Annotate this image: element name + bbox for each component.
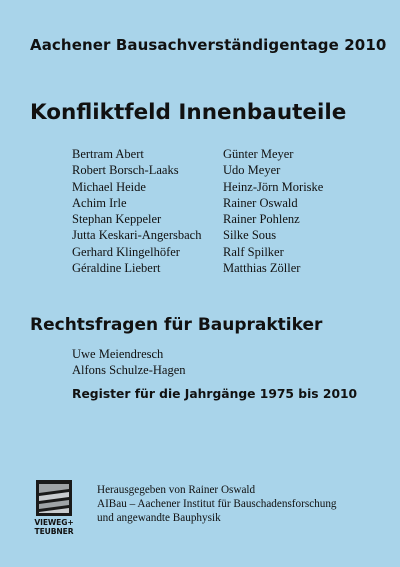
author-name: Robert Borsch-Laaks <box>72 163 179 178</box>
authors-right-column <box>223 146 323 276</box>
author-name: Gerhard Klingelhöfer <box>72 244 180 259</box>
author-name: Uwe Meiendresch <box>72 347 164 361</box>
publisher-info <box>97 483 337 526</box>
author-name: Matthias Zöller <box>223 261 301 276</box>
publisher-line: Herausgegeben von Rainer Oswald <box>97 484 256 496</box>
author-name: Heinz-Jörn Moriske <box>223 179 324 194</box>
author-name: Günter Meyer <box>223 147 294 161</box>
sub-title: Rechtsfragen für Baupraktiker <box>30 315 323 335</box>
author-name: Rainer Oswald <box>223 195 298 210</box>
register-note: Register für die Jahrgänge 1975 bis 2010 <box>72 387 358 401</box>
author-name: Michael Heide <box>72 179 146 194</box>
author-name: Alfons Schulze-Hagen <box>72 363 186 378</box>
logo-text-line1: VIEWEG+ <box>34 518 74 527</box>
author-name: Ralf Spilker <box>223 244 284 259</box>
logo-mark-icon <box>36 480 72 516</box>
author-name: Stephan Keppeler <box>72 212 162 227</box>
author-name: Géraldine Liebert <box>72 261 161 276</box>
publisher-line: AIBau – Aachener Institut für Bauschadensforschung <box>97 498 337 511</box>
logo-text-line2: TEUBNER <box>34 527 74 536</box>
author-name: Udo Meyer <box>223 163 281 178</box>
event-title: Aachener Bausachverständigentage 2010 <box>30 36 387 54</box>
authors-left-column <box>72 146 201 276</box>
main-title: Konfliktfeld Innenbauteile <box>30 100 347 125</box>
publisher-line: und angewandte Bauphysik <box>97 512 221 525</box>
author-name: Jutta Keskari-Angersbach <box>72 228 202 243</box>
author-name: Rainer Pohlenz <box>223 212 300 227</box>
vieweg-teubner-logo <box>31 480 77 536</box>
author-name: Achim Irle <box>72 195 127 210</box>
author-name: Bertram Abert <box>72 147 144 161</box>
sub-authors <box>72 346 186 379</box>
author-name: Silke Sous <box>223 228 277 243</box>
